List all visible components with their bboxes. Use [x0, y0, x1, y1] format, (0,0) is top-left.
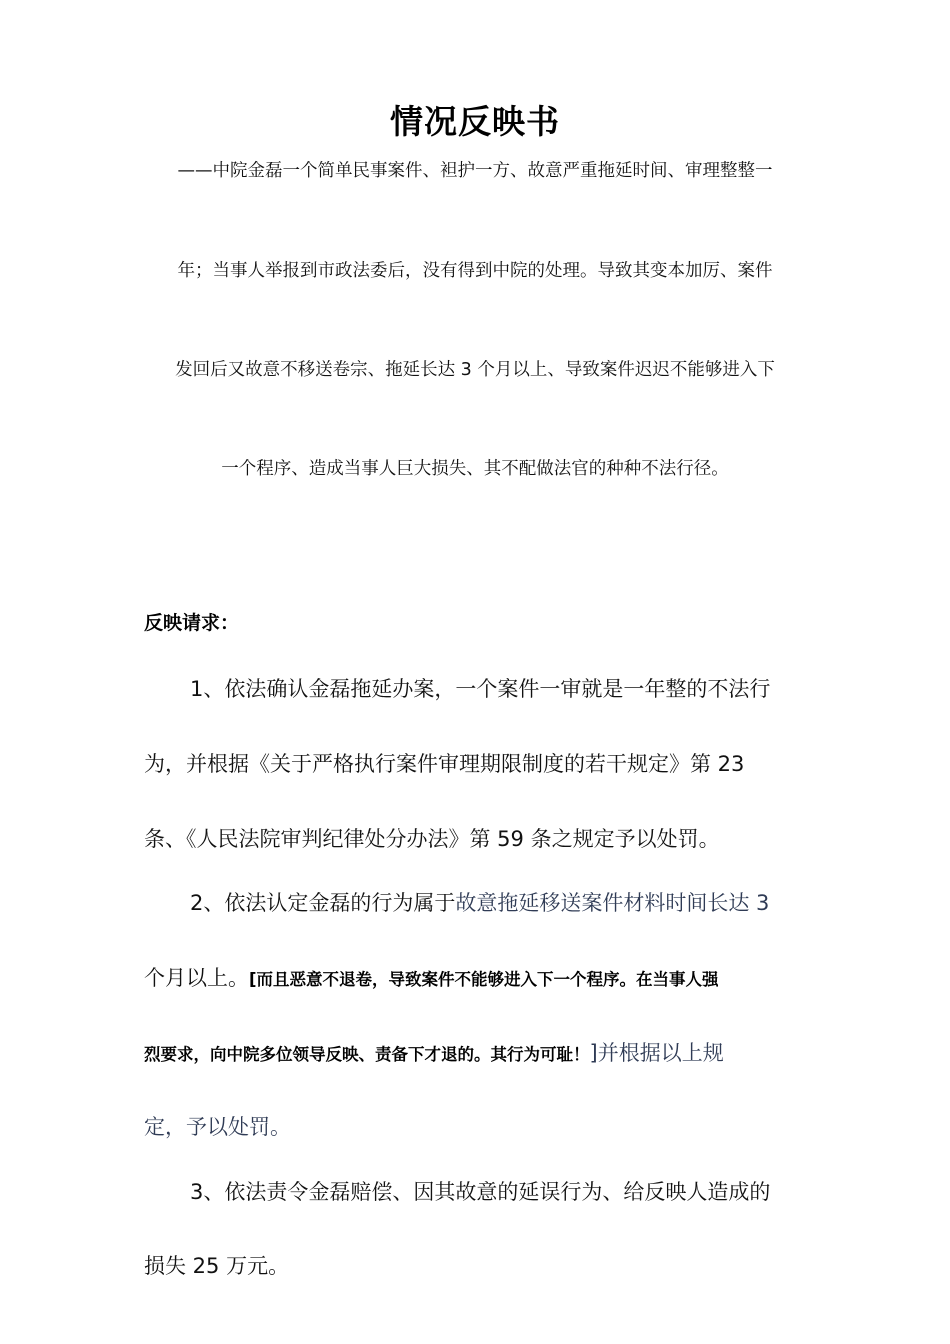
item3-line1: 3、依法责令金磊赔偿、因其故意的延误行为、给反映人造成的: [190, 1180, 771, 1204]
item2-line2-prefix: 个月以上。: [144, 966, 249, 990]
item1-line3: 条、《人民法院审判纪律处分办法》第 59 条之规定予以处罚。: [144, 827, 720, 851]
item2-line3: [144, 1037, 808, 1067]
item1-line2: 为，并根据《关于严格执行案件审理期限制度的若干规定》第 23: [144, 752, 745, 776]
item2-line4-link[interactable]: 定，予以处罚。: [144, 1115, 291, 1139]
item2-line3-bold: 烈要求，向中院多位领导反映、责备下才退的。其行为可耻！: [144, 1045, 590, 1064]
item2-line1-prefix: 2、依法认定金磊的行为属于: [190, 891, 456, 915]
item2-line2: [144, 962, 808, 992]
subtitle-line-4: 一个程序、造成当事人巨大损失、其不配做法官的种种不法行径。: [221, 459, 729, 479]
request-heading: 反映请求：: [144, 612, 240, 634]
item2-line3-link[interactable]: ]并根据以上规: [589, 1041, 724, 1065]
subtitle-line-2: 年；当事人举报到市政法委后，没有得到中院的处理。导致其变本加厉、案件: [177, 261, 773, 281]
item2-line2-bold: [而且恶意不退卷，导致案件不能够进入下一个程序。在当事人强: [249, 970, 719, 989]
subtitle-line-1: ——中院金磊一个简单民事案件、袒护一方、故意严重拖延时间、审理整整一: [177, 161, 773, 181]
item1-line1: 1、依法确认金磊拖延办案，一个案件一审就是一年整的不法行: [190, 677, 771, 701]
item3-line2: 损失 25 万元。: [144, 1254, 290, 1278]
document-title: 情况反映书: [390, 102, 560, 141]
item2-line1-link[interactable]: 故意拖延移送案件材料时间长达 3: [455, 891, 770, 915]
item2-line1: [190, 887, 808, 917]
subtitle-line-3: 发回后又故意不移送卷宗、拖延长达 3 个月以上、导致案件迟迟不能够进入下: [175, 360, 775, 380]
